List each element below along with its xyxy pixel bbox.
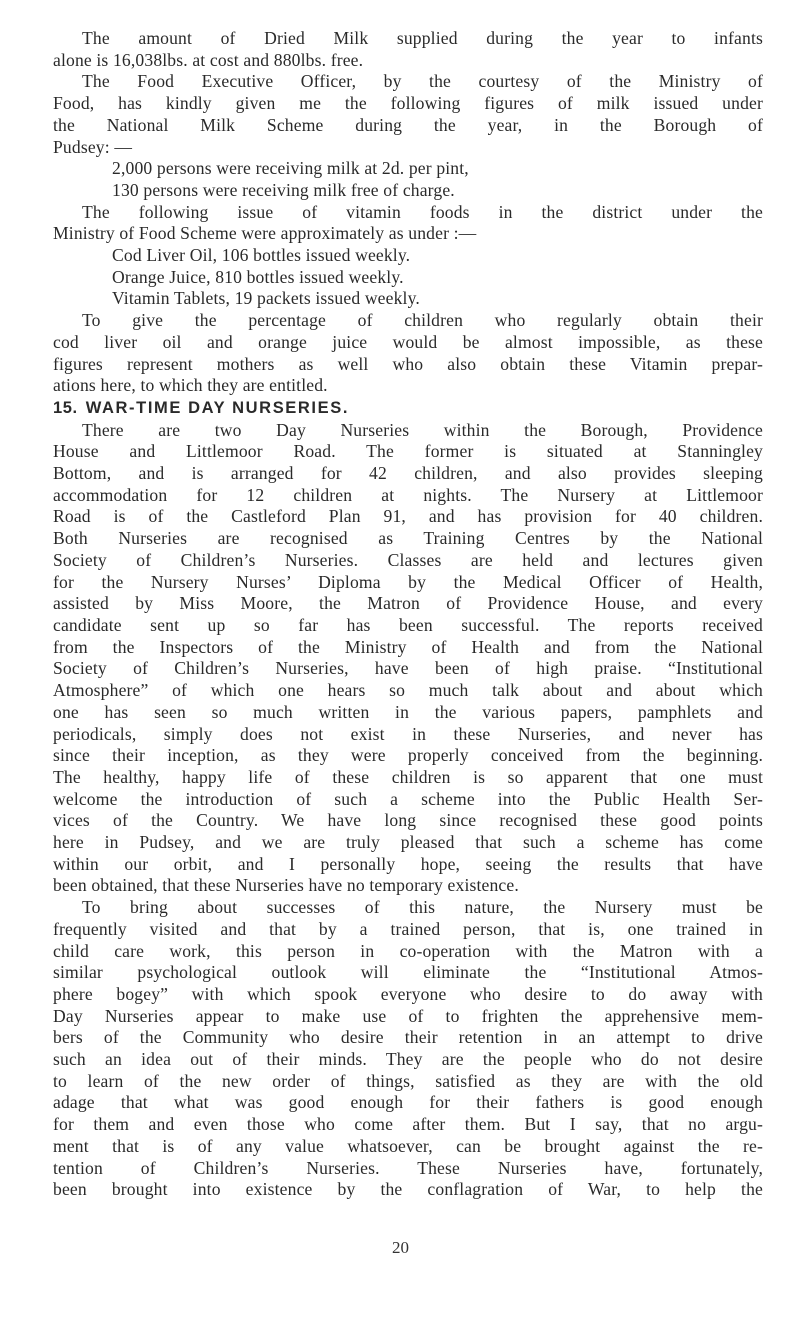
list-item: Vitamin Tablets, 19 packets issued weekly. [112,288,420,309]
text-line: The Food Executive Officer, by the courtesy of the Ministry of [82,71,763,92]
text-line: frequently visited and that by a trained person, that is, one trained in [53,918,763,939]
text-line: Food, has kindly given me the following figures of milk issued under [53,93,763,114]
text-line: The healthy, happy life of these children is so apparent that one must [53,766,763,787]
text-line: to learn of the new order of things, satisfied as they are with the old [53,1070,763,1091]
vitamin-items-list [53,245,763,310]
text-line: bers of the Community who desire their retention in an attempt to drive [53,1027,763,1048]
paragraph-percentage [53,310,763,397]
paragraph-dried-milk [53,28,763,71]
text-line: welcome the introduction of such a scheme into the Public Health Ser- [53,788,763,809]
text-line: The amount of Dried Milk supplied during the year to infants [82,28,763,48]
text-line: child care work, this person in co-operation with the Matron with a [53,940,763,961]
text-line: House and Littlemoor Road. The former is situated at Stanningley [53,441,763,462]
text-line: since their inception, as they were properly conceived from the beginning. [53,745,763,766]
text-line: periodicals, simply does not exist in these Nurseries, and never has [53,723,763,744]
paragraph-food-executive [53,71,763,158]
milk-figures-list [53,158,763,201]
text-line: To give the percentage of children who regularly obtain their [82,310,763,331]
text-line: ations here, to which they are entitled. [53,375,328,396]
list-item: Cod Liver Oil, 106 bottles issued weekly. [112,245,411,266]
text-line: been brought into existence by the conflagration of War, to help the [53,1179,763,1200]
text-line: adage that what was good enough for their fathers is good enough [53,1092,763,1113]
text-line: vices of the Country. We have long since recognised these good points [53,810,763,831]
paragraph-successes [53,897,763,1201]
text-line: been obtained, that these Nurseries have no temporary existence. [53,875,519,896]
text-line: for them and even those who come after them. But I say, that no argu- [53,1114,763,1135]
text-line: the National Milk Scheme during the year, in the Borough of [53,114,763,135]
text-line: The following issue of vitamin foods in the district under the [82,201,763,222]
text-line: one has seen so much written in the various papers, pamphlets and [53,701,763,722]
section-title: WAR-TIME DAY NURSERIES. [85,398,349,417]
list-item: 130 persons were receiving milk free of charge. [112,179,455,200]
text-line: within our orbit, and I personally hope, seeing the results that have [53,853,763,874]
paragraph-vitamin-foods [53,202,763,245]
section-number: 15. [53,398,78,417]
text-line: tention of Children’s Nurseries. These Nurseries have, fortunately, [53,1157,763,1178]
text-line: alone is 16,038lbs. at cost and 880lbs. free. [53,49,364,70]
text-line: phere bogey” with which spook everyone who desire to do away with [53,983,763,1004]
text-line: assisted by Miss Moore, the Matron of Providence House, and every [53,593,763,614]
page-number: 20 [392,1238,409,1257]
text-line: such an idea out of their minds. They are the people who do not desire [53,1049,763,1070]
text-line: candidate sent up so far has been successful. The reports received [53,614,763,635]
text-line: Atmosphere” of which one hears so much talk about and about which [53,680,763,701]
text-line: Society of Children’s Nurseries. Classes are held and lectures given [53,549,763,570]
text-line: To bring about successes of this nature, the Nursery must be [82,897,763,918]
text-line: similar psychological outlook will eliminate the “Institutional Atmos- [53,962,763,983]
text-line: Road is of the Castleford Plan 91, and has provision for 40 children. [53,506,763,527]
text-line: accommodation for 12 children at nights. The Nursery at Littlemoor [53,484,763,505]
text-line: from the Inspectors of the Ministry of Health and from the National [53,636,763,657]
text-line: cod liver oil and orange juice would be almost impossible, as these [53,331,763,352]
text-line: figures represent mothers as well who also obtain these Vitamin prepar- [53,353,763,374]
paragraph-day-nurseries [53,420,763,897]
text-line: Ministry of Food Scheme were approximately as under :— [53,223,477,244]
text-line: Day Nurseries appear to make use of to frighten the apprehensive mem- [53,1005,763,1026]
text-line: There are two Day Nurseries within the Borough, Providence [82,419,763,440]
text-line: Pudsey: — [53,136,133,157]
text-line: Society of Children’s Nurseries, have been of high praise. “Institutional [53,658,763,679]
section-heading [53,397,763,420]
list-item: 2,000 persons were receiving milk at 2d. per pint, [112,158,469,179]
text-line: for the Nursery Nurses’ Diploma by the Medical Officer of Health, [53,571,763,592]
list-item: Orange Juice, 810 bottles issued weekly. [112,266,404,287]
text-line: here in Pudsey, and we are truly pleased that such a scheme has come [53,832,763,853]
text-line: Bottom, and is arranged for 42 children, and also provides sleeping [53,463,763,484]
text-line: ment that is of any value whatsoever, can be brought against the re- [53,1135,763,1156]
text-line: Both Nurseries are recognised as Training Centres by the National [53,528,763,549]
document-page [53,28,763,1201]
